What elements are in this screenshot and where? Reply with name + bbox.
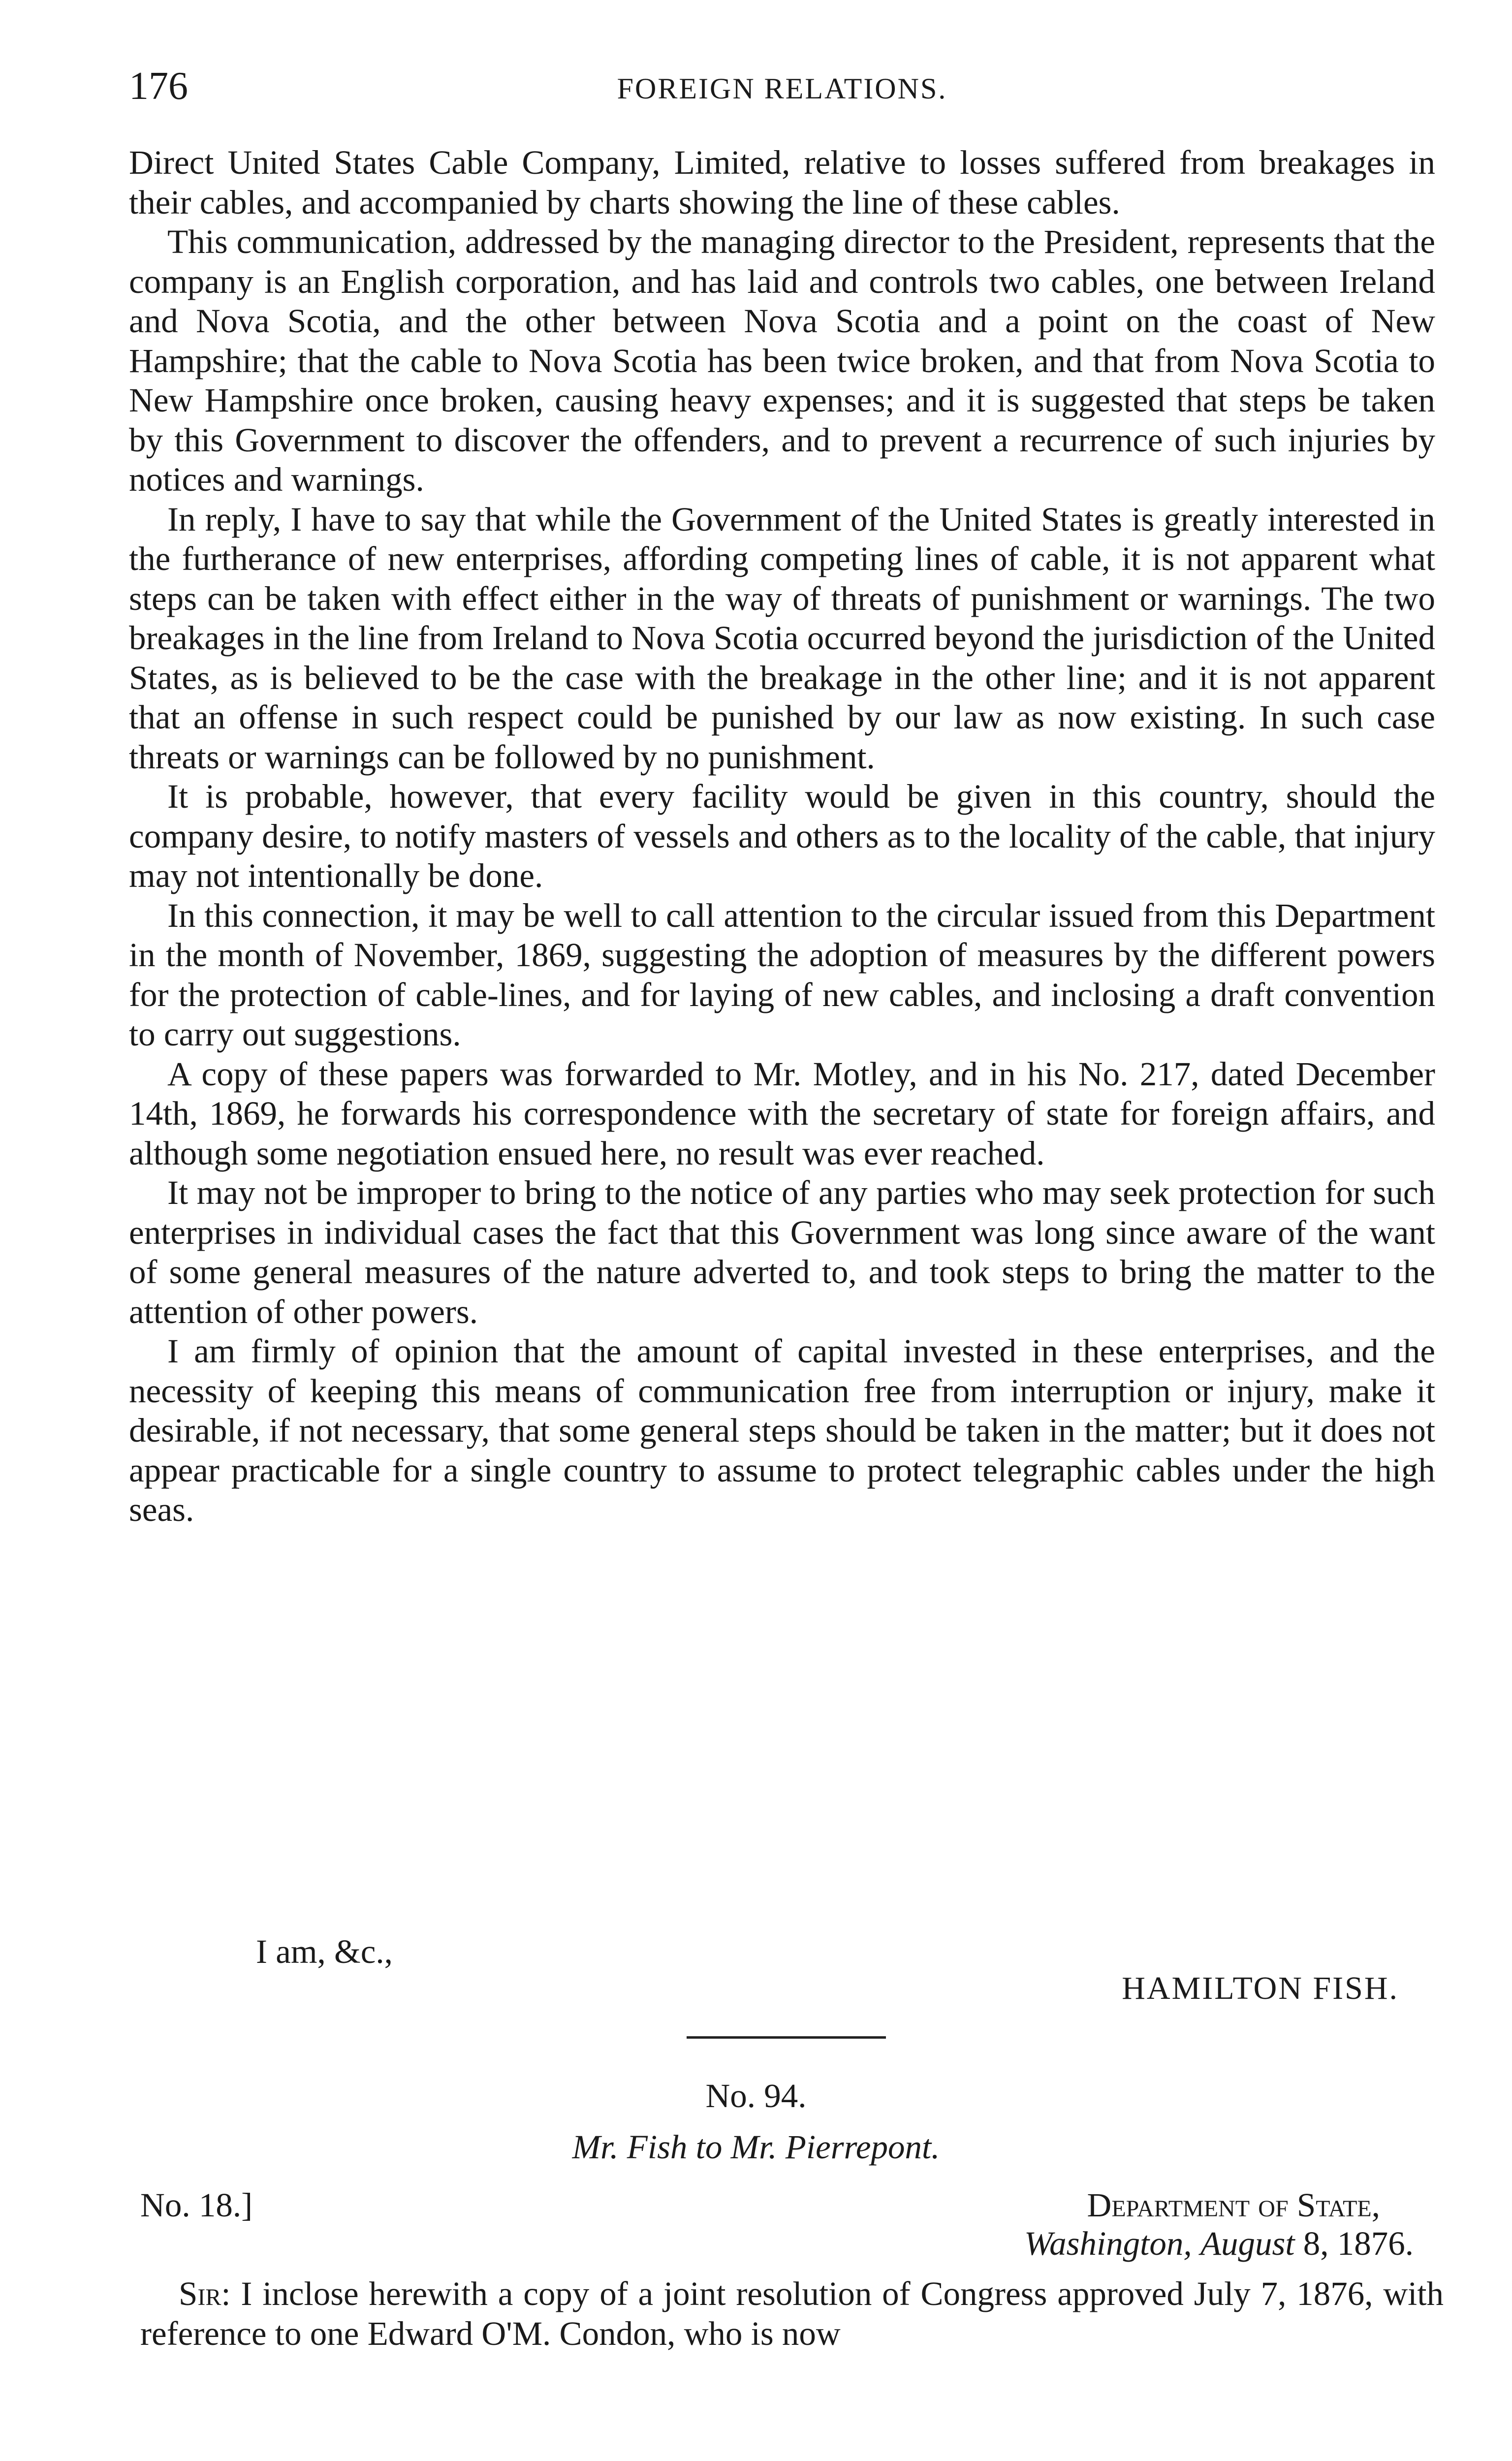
paragraph: It is probable, however, that every facility would be given in this country, should the company desire, to notify masters of vessels and others as to the locality of the cable, that injury may not intentionally be done. bbox=[129, 778, 1435, 894]
page-number: 176 bbox=[129, 64, 188, 108]
letter-closing: I am, &c., bbox=[256, 1933, 393, 1970]
paragraph: Direct United States Cable Company, Limited, relative to losses suffered from breakages in their cables, and accompanied by charts showing the line of these cables. bbox=[129, 144, 1435, 221]
date-month: August bbox=[1200, 2225, 1295, 2262]
date-day-year: 8, 1876. bbox=[1303, 2225, 1414, 2262]
paragraph: In reply, I have to say that while the Government of the United States is greatly interested in the furtherance of new enterprises, affording competing lines of cable, it is not apparent what steps can be taken with effect either in the way of threats of punishment or warnings. The two breakages in the line from Ireland to Nova Scotia occurred beyond the jurisdiction of the United States, as is believed to be the case with the breakage in the other line; and it is not apparent that an offense in such respect could be punished by our law as now existing. In such case threats or warnings can be followed by no punishment. bbox=[129, 500, 1435, 776]
place: Washington, bbox=[1024, 2225, 1192, 2262]
department-heading: Department of State, bbox=[1087, 2186, 1380, 2224]
letter-body bbox=[129, 143, 1435, 1530]
document-number: No. 94. bbox=[705, 2077, 807, 2114]
section-divider bbox=[687, 2036, 886, 2039]
paragraph bbox=[140, 2274, 1444, 2353]
opening-text: I inclose herewith a copy of a joint resolution of Congress approved July 7, 1876, with reference to one Edward O'M. Condon, who is now bbox=[140, 2275, 1444, 2352]
page-header bbox=[129, 59, 1435, 113]
despatch-number: No. 18.] bbox=[140, 2186, 253, 2224]
place-and-date bbox=[1024, 2224, 1414, 2263]
paragraph: This communication, addressed by the managing director to the President, represents that the company is an English corporation, and has laid and controls two cables, one between Ireland and Nova Scotia, and the other between Nova Scotia and a point on the coast of New Hampshire; that the cable to Nova Scotia has been twice broken, and that from Nova Scotia to New Hampshire once broken, causing heavy expenses; and it is suggested that steps be taken by this Government to discover the offenders, and to prevent a recurrence of such injuries by notices and warnings. bbox=[129, 223, 1435, 498]
paragraph: I am firmly of opinion that the amount of capital invested in these enterprises, and the necessity of keeping this means of communication free from interruption or injury, make it desirable, if not necessary, that some general steps should be taken in the matter; but it does not appear practicable for a single country to assume to protect telegraphic cables under the high seas. bbox=[129, 1332, 1435, 1528]
paragraph: A copy of these papers was forwarded to Mr. Motley, and in his No. 217, dated December 14th, 1869, he forwards his correspondence with the secretary of state for foreign affairs, and although some negotiation ensued here, no result was ever reached. bbox=[129, 1055, 1435, 1172]
paragraph: It may not be improper to bring to the notice of any parties who may seek protection for such enterprises in individual cases the fact that this Government was long since aware of the want of some general measures of the nature adverted to, and took steps to bring the matter to the attention of other powers. bbox=[129, 1174, 1435, 1330]
paragraph: In this connection, it may be well to call attention to the circular issued from this Department in the month of November, 1869, suggesting the adoption of measures by the different powers for the protection of cable-lines, and for laying of new cables, and inclosing a draft convention to carry out suggestions. bbox=[129, 896, 1435, 1053]
signature: HAMILTON FISH. bbox=[1122, 1970, 1399, 2006]
salutation: Sir: bbox=[179, 2275, 231, 2312]
document-title: Mr. Fish to Mr. Pierrepont. bbox=[572, 2128, 940, 2166]
running-head: FOREIGN RELATIONS. bbox=[617, 72, 947, 105]
next-letter-body bbox=[140, 2274, 1444, 2353]
